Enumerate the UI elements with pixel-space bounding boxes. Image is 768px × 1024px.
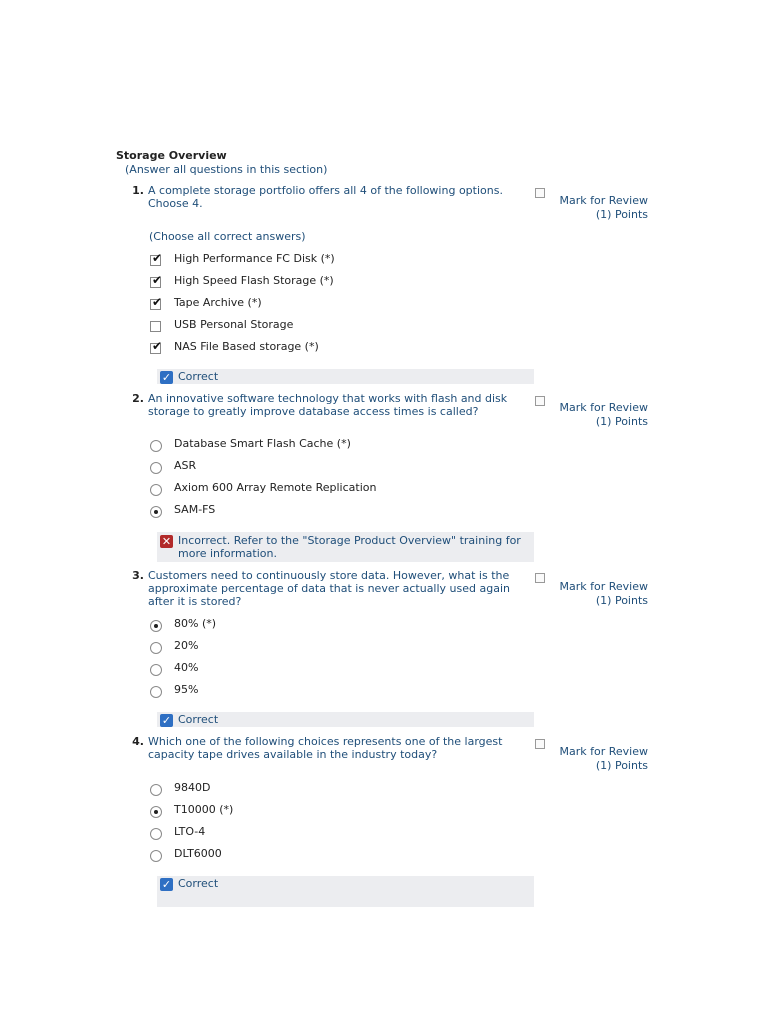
answer-radio[interactable] bbox=[150, 784, 162, 796]
answer-checkbox[interactable] bbox=[150, 273, 163, 288]
answer-checkbox[interactable] bbox=[150, 295, 163, 310]
review-info bbox=[540, 580, 648, 608]
answer-radio[interactable] bbox=[150, 828, 162, 840]
answer-label: 40% bbox=[174, 661, 199, 674]
answer-checkbox[interactable] bbox=[150, 251, 163, 266]
question-number: 3. bbox=[132, 569, 144, 582]
radio-selected-dot bbox=[154, 510, 158, 514]
answer-label: ASR bbox=[174, 459, 197, 472]
mark-for-review-label: Mark for Review bbox=[559, 580, 648, 593]
review-info bbox=[540, 401, 648, 429]
question-number: 2. bbox=[132, 392, 144, 405]
points-label: (1) Points bbox=[595, 208, 648, 221]
checkmark-icon: ✓ bbox=[161, 878, 172, 891]
feedback-incorrect bbox=[157, 532, 534, 562]
answer-checkbox[interactable] bbox=[150, 339, 163, 354]
answer-radio[interactable] bbox=[150, 850, 162, 862]
answer-label: USB Personal Storage bbox=[174, 318, 294, 331]
checkmark-icon: ✔ bbox=[152, 339, 163, 353]
radio-selected-dot bbox=[154, 810, 158, 814]
section-title: Storage Overview bbox=[116, 149, 227, 162]
feedback-correct bbox=[157, 369, 534, 384]
answer-radio[interactable] bbox=[150, 664, 162, 676]
answer-label: DLT6000 bbox=[174, 847, 222, 860]
review-info bbox=[540, 745, 648, 773]
answer-label: NAS File Based storage (*) bbox=[174, 340, 319, 353]
answer-label: SAM-FS bbox=[174, 503, 216, 516]
question-text: Customers need to continuously store data. However, what is the approximate percentage of data that is never actually used again after it is stored? bbox=[148, 569, 510, 608]
points-label: (1) Points bbox=[595, 759, 648, 772]
feedback-text: Incorrect. Refer to the "Storage Product Overview" training for more information. bbox=[178, 534, 521, 560]
answer-radio[interactable] bbox=[150, 506, 162, 518]
question-text: Which one of the following choices represents one of the largest capacity tape drives available in the industry today? bbox=[148, 735, 503, 761]
mark-for-review-label: Mark for Review bbox=[559, 401, 648, 414]
feedback-correct bbox=[157, 876, 534, 907]
answer-label: Axiom 600 Array Remote Replication bbox=[174, 481, 377, 494]
question-text: An innovative software technology that works with flash and disk storage to greatly improve database access times is called? bbox=[148, 392, 508, 418]
question-number: 1. bbox=[132, 184, 144, 197]
answer-radio[interactable] bbox=[150, 440, 162, 452]
answer-radio[interactable] bbox=[150, 462, 162, 474]
points-label: (1) Points bbox=[595, 415, 648, 428]
feedback-text: Correct bbox=[178, 370, 219, 383]
question-number: 4. bbox=[132, 735, 144, 748]
radio-selected-dot bbox=[154, 624, 158, 628]
answer-radio[interactable] bbox=[150, 686, 162, 698]
answer-checkbox[interactable] bbox=[150, 321, 161, 332]
checkmark-icon: ✔ bbox=[152, 251, 163, 265]
answer-label: T10000 (*) bbox=[174, 803, 234, 816]
section-instructions: (Answer all questions in this section) bbox=[125, 163, 328, 176]
checkmark-icon: ✔ bbox=[152, 273, 163, 287]
x-icon: ✕ bbox=[161, 535, 172, 548]
answer-label: High Performance FC Disk (*) bbox=[174, 252, 335, 265]
answer-label: 20% bbox=[174, 639, 199, 652]
feedback-correct bbox=[157, 712, 534, 727]
mark-for-review-label: Mark for Review bbox=[559, 194, 648, 207]
feedback-text: Correct bbox=[178, 713, 219, 726]
choose-all-instruction: (Choose all correct answers) bbox=[149, 230, 306, 243]
answer-label: 95% bbox=[174, 683, 199, 696]
answer-radio[interactable] bbox=[150, 484, 162, 496]
mark-for-review-label: Mark for Review bbox=[559, 745, 648, 758]
answer-label: 80% (*) bbox=[174, 617, 217, 630]
answer-label: 9840D bbox=[174, 781, 211, 794]
checkmark-icon: ✓ bbox=[161, 714, 172, 727]
answer-radio[interactable] bbox=[150, 620, 162, 632]
answer-label: LTO-4 bbox=[174, 825, 206, 838]
points-label: (1) Points bbox=[595, 594, 648, 607]
answer-radio[interactable] bbox=[150, 642, 162, 654]
review-info bbox=[540, 194, 648, 222]
feedback-text: Correct bbox=[178, 877, 219, 890]
answer-label: Tape Archive (*) bbox=[174, 296, 262, 309]
answer-radio[interactable] bbox=[150, 806, 162, 818]
answer-label: Database Smart Flash Cache (*) bbox=[174, 437, 351, 450]
answer-label: High Speed Flash Storage (*) bbox=[174, 274, 334, 287]
checkmark-icon: ✔ bbox=[152, 295, 163, 309]
checkmark-icon: ✓ bbox=[161, 371, 172, 384]
question-text: A complete storage portfolio offers all 4 of the following options. Choose 4. bbox=[148, 184, 503, 210]
